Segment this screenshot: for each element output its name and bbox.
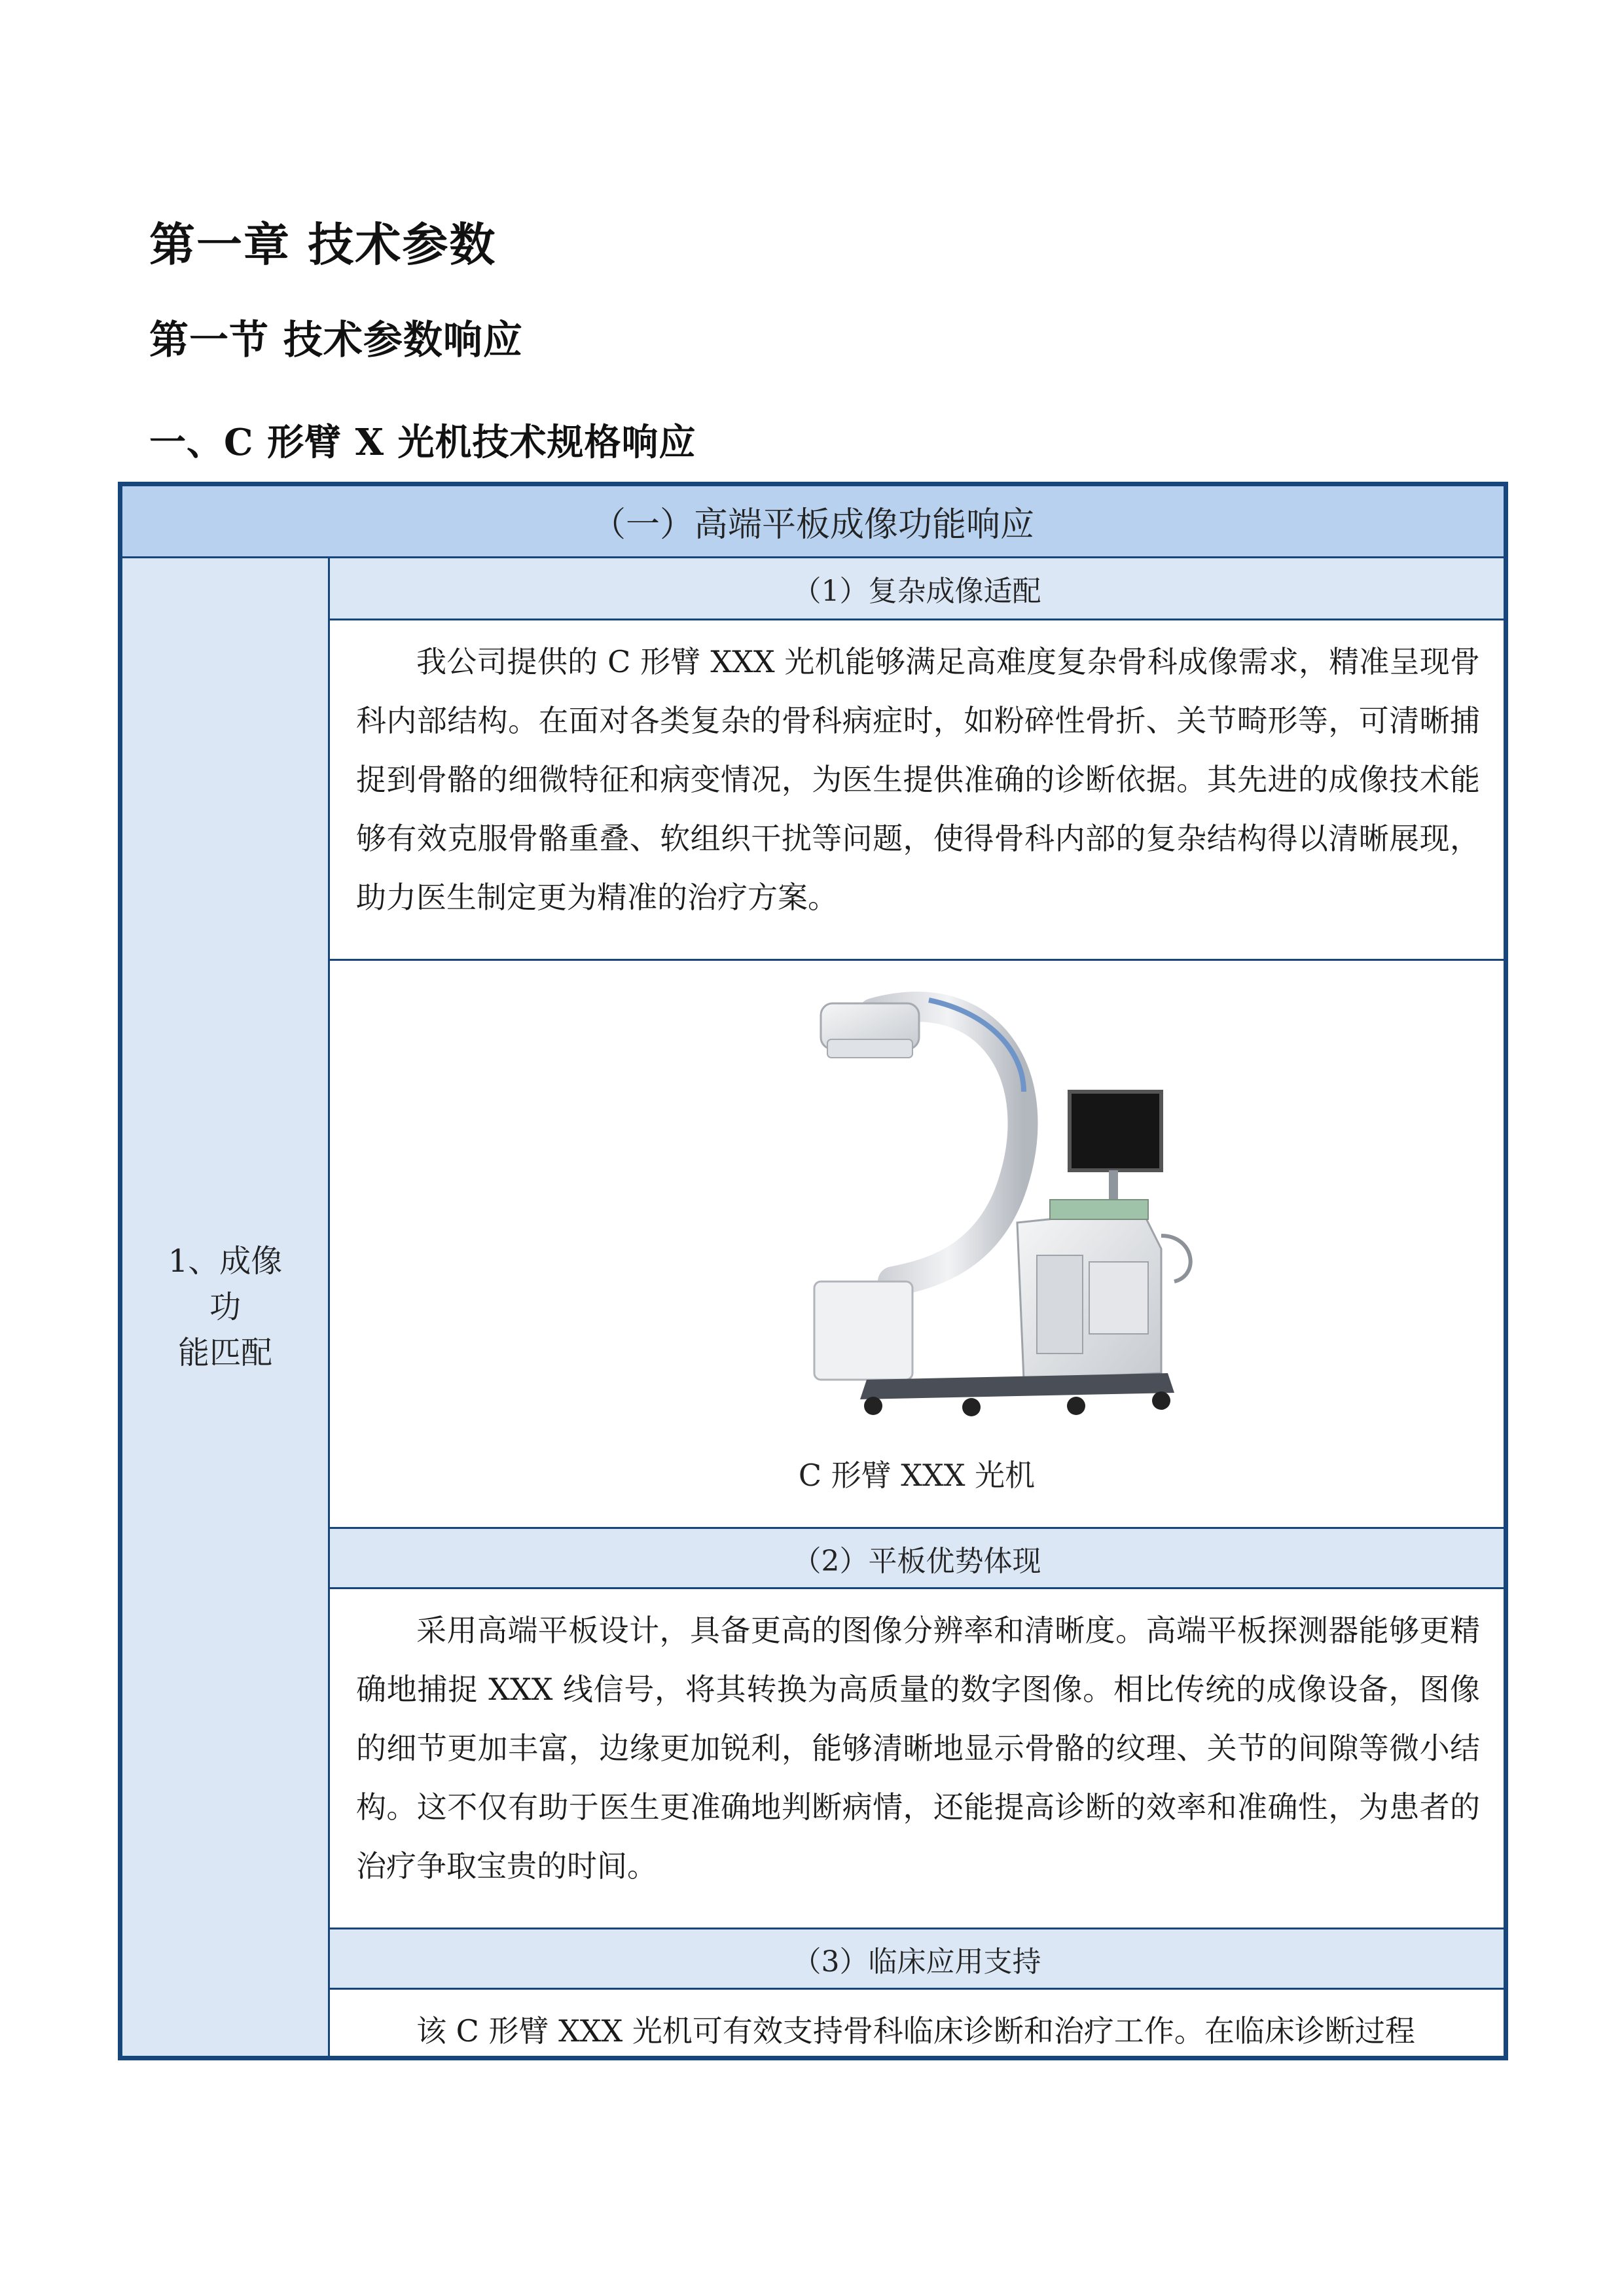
item-1-title: （1）复杂成像适配: [330, 558, 1504, 619]
row-label-cell: [122, 558, 330, 2056]
spec-response-table: [118, 482, 1508, 2060]
section-title: 第一节 技术参数响应: [149, 317, 523, 363]
row-label-line2: 能匹配: [177, 1335, 272, 1371]
row-label-line1: 1、成像功: [168, 1243, 283, 1325]
table-header: （一）高端平板成像功能响应: [122, 486, 1504, 558]
item-1-text: 我公司提供的 C 形臂 XXX 光机能够满足高难度复杂骨科成像需求，精准呈现骨科内部结构。在面对各类复杂的骨科病症时，如粉碎性骨折、关节畸形等，可清晰捕捉到骨骼的细微特征和病变情况，为医生提供准确的诊断依据。其先进的成像技术能够有效克服骨骼重叠、软组织干扰等问题，使得骨科内部的复杂结构得以清晰展现，助力医生制定更为精准的治疗方案。: [330, 619, 1504, 959]
item-3-title: （3）临床应用支持: [330, 1928, 1504, 1988]
item-2-title: （2）平板优势体现: [330, 1527, 1504, 1587]
c-arm-xray-machine-image: [775, 974, 1220, 1426]
product-image-cell: [330, 959, 1504, 1527]
image-caption: C 形臂 XXX 光机: [798, 1458, 1036, 1493]
subsection-title: 一、C 形臂 X 光机技术规格响应: [149, 421, 696, 464]
item-3-text: 该 C 形臂 XXX 光机可有效支持骨科临床诊断和治疗工作。在临床诊断过程: [330, 1988, 1504, 2056]
chapter-title: 第一章 技术参数: [149, 217, 497, 272]
item-2-text: 采用高端平板设计，具备更高的图像分辨率和清晰度。高端平板探测器能够更精确地捕捉 XXX 线信号，将其转换为高质量的数字图像。相比传统的成像设备，图像的细节更加丰富，边缘更加锐利，能够清晰地显示骨骼的纹理、关节的间隙等微小结构。这不仅有助于医生更准确地判断病情，还能提高诊断的效率和准确性，为患者的治疗争取宝贵的时间。: [330, 1587, 1504, 1928]
